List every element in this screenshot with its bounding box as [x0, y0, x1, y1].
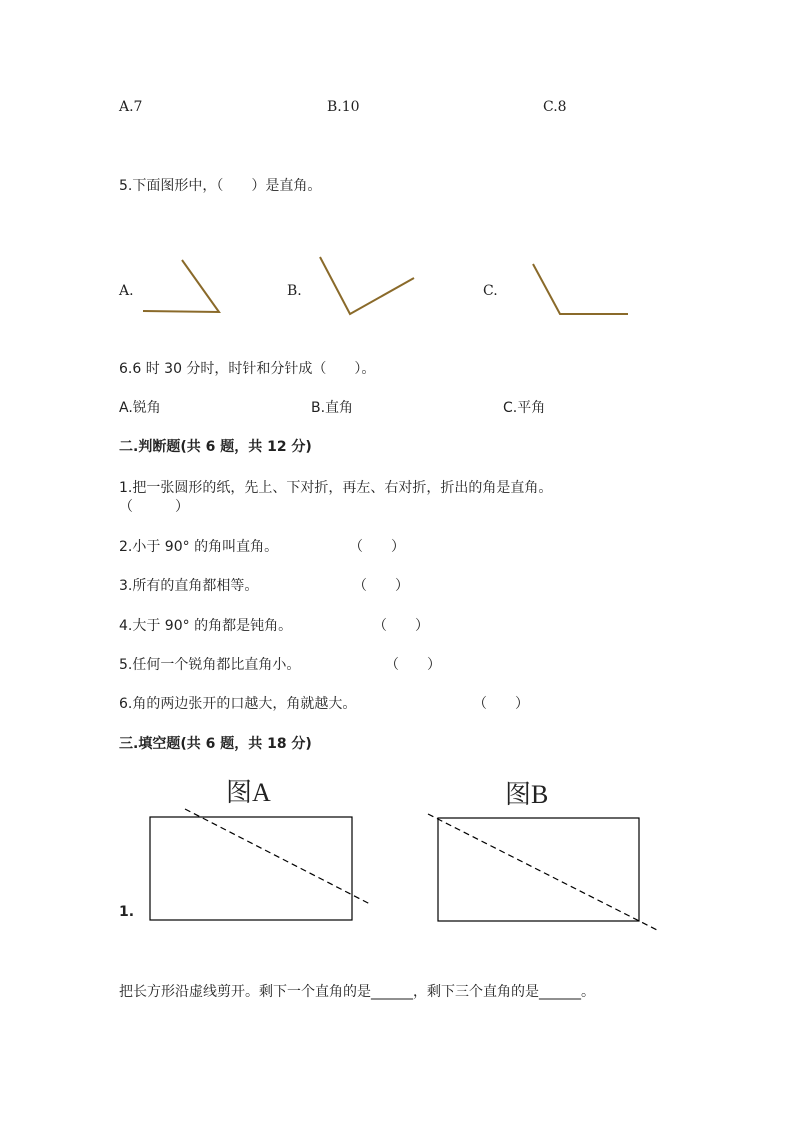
q6-option-a: A.锐角 — [119, 400, 161, 416]
figure-a-rectangle — [150, 817, 352, 920]
q4-option-b: B.10 — [327, 99, 360, 115]
figure-a-cut-line — [185, 809, 370, 904]
judge-1-text: 1.把一张圆形的纸，先上、下对折，再左、右对折，折出的角是直角。 — [119, 480, 553, 496]
q6-option-c: C.平角 — [503, 400, 546, 416]
fill-q1-number: 1. — [119, 904, 135, 920]
q6-question: 6.6 时 30 分时，时针和分针成（ ）。 — [119, 361, 376, 377]
judge-2-paren[interactable]: （ ） — [349, 539, 405, 555]
q5-label-b: B. — [287, 283, 302, 299]
figure-a-label: 图A — [226, 778, 271, 807]
q5-label-c: C. — [483, 283, 498, 299]
judge-1-paren[interactable]: （ ） — [119, 499, 189, 515]
q4-option-a: A.7 — [119, 99, 143, 115]
q5-label-a: A. — [119, 283, 134, 299]
judge-4-text: 4.大于 90° 的角都是钝角。 — [119, 618, 293, 634]
fill-q1-text: 把长方形沿虚线剪开。剩下一个直角的是______，剩下三个直角的是______。 — [119, 984, 595, 1000]
figure-b-label: 图B — [505, 780, 549, 809]
judge-2-text: 2.小于 90° 的角叫直角。 — [119, 539, 279, 555]
q4-option-c: C.8 — [543, 99, 567, 115]
judge-3-paren[interactable]: （ ） — [353, 578, 409, 594]
judge-5-text: 5.任何一个锐角都比直角小。 — [119, 657, 301, 673]
q6-option-b: B.直角 — [311, 400, 354, 416]
judge-3-text: 3.所有的直角都相等。 — [119, 578, 259, 594]
judge-5-paren[interactable]: （ ） — [385, 657, 441, 673]
figure-b-cut-line — [428, 814, 657, 930]
section-3-title: 三.填空题(共 6 题，共 18 分) — [119, 736, 312, 752]
section-2-title: 二.判断题(共 6 题，共 12 分) — [119, 439, 312, 455]
judge-6-paren[interactable]: （ ） — [473, 696, 529, 712]
judge-6-text: 6.角的两边张开的口越大，角就越大。 — [119, 696, 357, 712]
q5-question: 5.下面图形中，（ ）是直角。 — [119, 178, 322, 194]
judge-4-paren[interactable]: （ ） — [373, 618, 429, 634]
